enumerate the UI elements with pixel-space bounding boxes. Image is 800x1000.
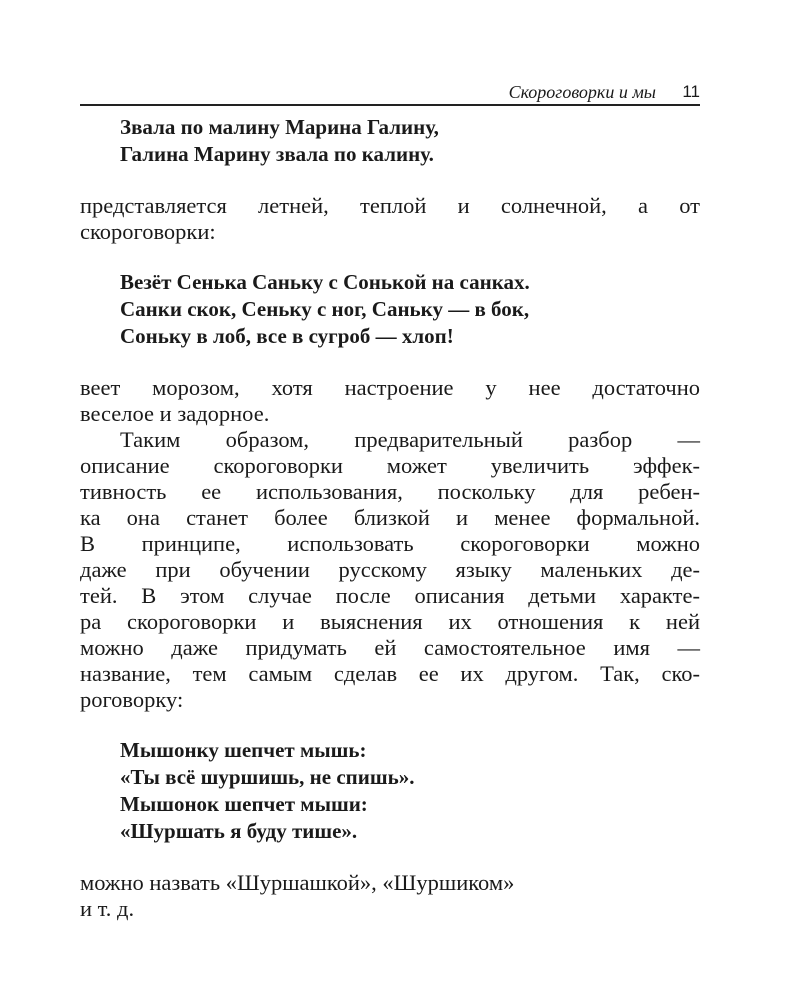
text-line: можно даже придумать ей самостоятельное имя — (80, 635, 700, 660)
page-number: 11 (682, 82, 700, 101)
text-line: ра скороговорки и выяснения их отношения к ней (80, 609, 700, 634)
paragraph-2 (80, 375, 700, 427)
verse-line: «Шуршать я буду тише». (120, 819, 358, 843)
text-line: тей. В этом случае после описания детьми характе- (80, 583, 700, 608)
verse-line: Мышонок шепчет мыши: (120, 792, 368, 816)
text-line: ка она станет более близкой и менее формальной. (80, 505, 700, 530)
text-line: представляется летней, теплой и солнечной, а от (80, 193, 700, 218)
text-line: можно назвать «Шуршашкой», «Шуршиком» (80, 870, 515, 895)
text-line: Таким образом, предварительный разбор — (120, 427, 700, 452)
verse-line: Звала по малину Марина Галину, (120, 115, 439, 139)
text-line: даже при обучении русскому языку маленьких де- (80, 557, 700, 582)
page-body (80, 114, 700, 922)
text-line: веет морозом, хотя настроение у нее достаточно (80, 375, 700, 400)
running-head (80, 80, 700, 106)
paragraph-4 (80, 870, 700, 922)
running-title: Скороговорки и мы (508, 82, 656, 102)
verse-line: Везёт Сенька Саньку с Сонькой на санках. (120, 270, 530, 294)
verse-line: Мышонку шепчет мышь: (120, 738, 367, 762)
text-line: описание скороговорки может увеличить эффек- (80, 453, 700, 478)
paragraph-1 (80, 193, 700, 245)
text-line: В принципе, использовать скороговорки можно (80, 531, 700, 556)
text-line: скороговорки: (80, 219, 216, 244)
verse-line: «Ты всё шуршишь, не спишь». (120, 765, 415, 789)
verse-2 (80, 269, 700, 350)
paragraph-3 (80, 427, 700, 713)
verse-line: Соньку в лоб, все в сугроб — хлоп! (120, 324, 454, 348)
verse-line: Санки скок, Сеньку с ног, Саньку — в бок, (120, 297, 530, 321)
text-line: и т. д. (80, 896, 135, 921)
text-line: веселое и задорное. (80, 401, 270, 426)
text-line: тивность ее использования, поскольку для ребен- (80, 479, 700, 504)
text-line: название, тем самым сделав ее их другом. Так, ско- (80, 661, 700, 686)
text-line: роговорку: (80, 687, 184, 712)
verse-1 (80, 114, 700, 168)
verse-3 (80, 737, 700, 845)
verse-line: Галина Марину звала по калину. (120, 142, 434, 166)
